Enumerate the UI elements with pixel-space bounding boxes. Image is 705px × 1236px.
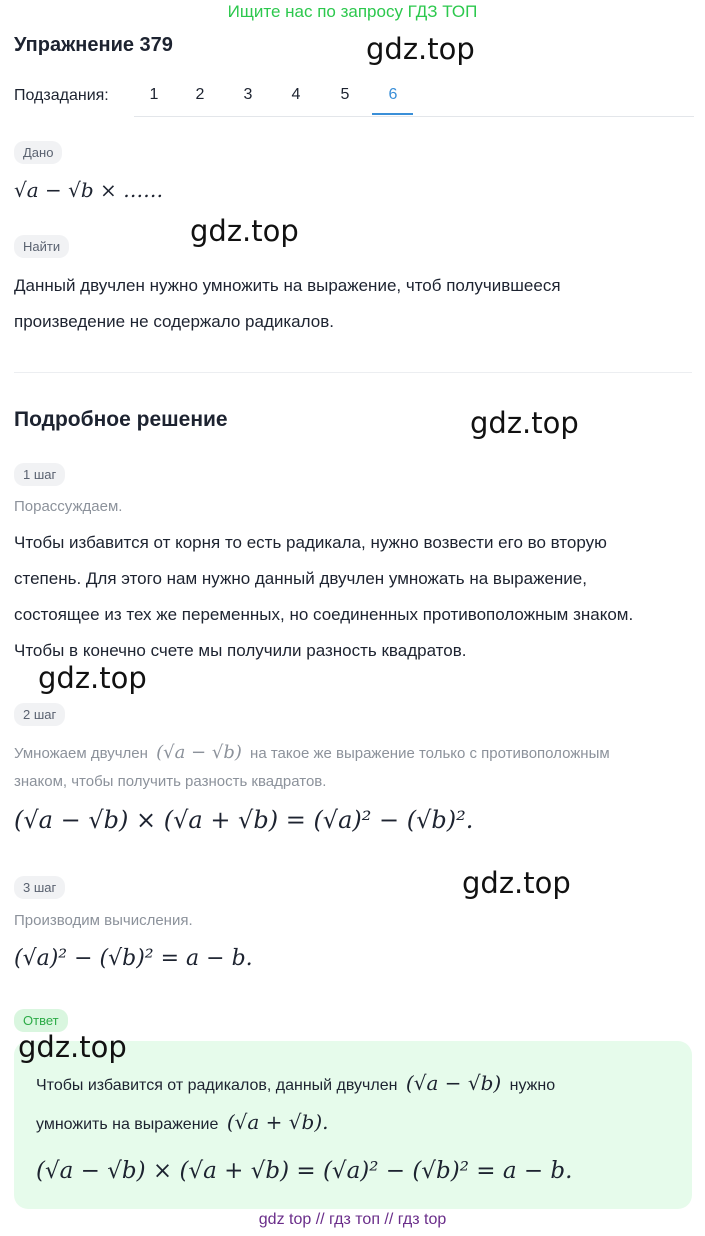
find-text-line-1: Данный двучлен нужно умножить на выражение, чтоб получившееся	[14, 276, 561, 295]
answer-inline-formula-1: (√a − √b)	[405, 1071, 502, 1095]
step-1-note: Порассуждаем.	[14, 498, 123, 515]
step-1-line-3: состоящее из тех же переменных, но соединенных противоположным знаком.	[14, 605, 634, 624]
step-2-line-2: знаком, чтобы получить разность квадратов.	[14, 773, 327, 790]
step-1-line-4: Чтобы в конечно счете мы получили разность квадратов.	[14, 641, 467, 660]
watermark: gdz.top	[366, 32, 475, 66]
step-3-chip: 3 шаг	[14, 876, 65, 899]
footer-links[interactable]: gdz top // гдз топ // гдз top	[258, 1211, 447, 1228]
step-1-line-2: степень. Для этого нам нужно данный двучлен умножать на выражение,	[14, 569, 587, 588]
step-2-text-after: на такое же выражение только с противоположным	[250, 745, 610, 762]
answer-line-1	[36, 1071, 555, 1095]
answer-line-1-after: нужно	[509, 1077, 556, 1094]
section-divider	[14, 372, 692, 373]
step-3-note: Производим вычисления.	[14, 912, 193, 929]
answer-line-2	[36, 1110, 328, 1134]
given-chip: Дано	[14, 141, 62, 164]
step-2-text-before: Умножаем двучлен	[14, 745, 148, 762]
promo-banner[interactable]: Ищите нас по запросу ГДЗ ТОП	[227, 2, 478, 21]
tab-subtask-4[interactable]: 4	[291, 86, 301, 103]
subtasks-label: Подзадания:	[14, 87, 109, 104]
given-formula: √a − √b × ……	[14, 178, 164, 202]
active-tab-indicator	[372, 113, 413, 115]
step-2-inline-formula: (√a − √b)	[156, 742, 242, 763]
watermark: gdz.top	[462, 866, 571, 900]
tab-subtask-5[interactable]: 5	[340, 86, 350, 103]
tab-subtask-2[interactable]: 2	[195, 86, 205, 103]
step-2-chip: 2 шаг	[14, 703, 65, 726]
watermark: gdz.top	[38, 661, 147, 695]
step-1-chip: 1 шаг	[14, 463, 65, 486]
tab-subtask-6[interactable]: 6	[388, 86, 398, 103]
tab-subtask-1[interactable]: 1	[149, 86, 159, 103]
watermark: gdz.top	[18, 1030, 127, 1064]
answer-inline-formula-2: (√a + √b).	[226, 1110, 329, 1134]
watermark: gdz.top	[190, 214, 299, 248]
find-chip: Найти	[14, 235, 69, 258]
page-title: Упражнение 379	[14, 34, 173, 56]
given-expression	[14, 178, 163, 202]
answer-line-1-before: Чтобы избавится от радикалов, данный двучлен	[36, 1077, 398, 1094]
answer-chip: Ответ	[14, 1009, 68, 1032]
step-2-formula: (√a − √b) × (√a + √b) = (√a)² − (√b)².	[14, 806, 474, 834]
answer-formula: (√a − √b) × (√a + √b) = (√a)² − (√b)² = a − b.	[36, 1158, 573, 1184]
tab-subtask-3[interactable]: 3	[243, 86, 253, 103]
step-1-line-1: Чтобы избавится от корня то есть радикала, нужно возвести его во вторую	[14, 533, 607, 552]
solution-heading: Подробное решение	[14, 408, 228, 431]
answer-line-2-before: умножить на выражение	[36, 1116, 219, 1133]
step-2-text	[14, 742, 610, 763]
subtasks-tabs	[134, 80, 694, 117]
step-3-formula: (√a)² − (√b)² = a − b.	[14, 946, 253, 971]
watermark: gdz.top	[470, 406, 579, 440]
find-text-line-2: произведение не содержало радикалов.	[14, 312, 334, 331]
